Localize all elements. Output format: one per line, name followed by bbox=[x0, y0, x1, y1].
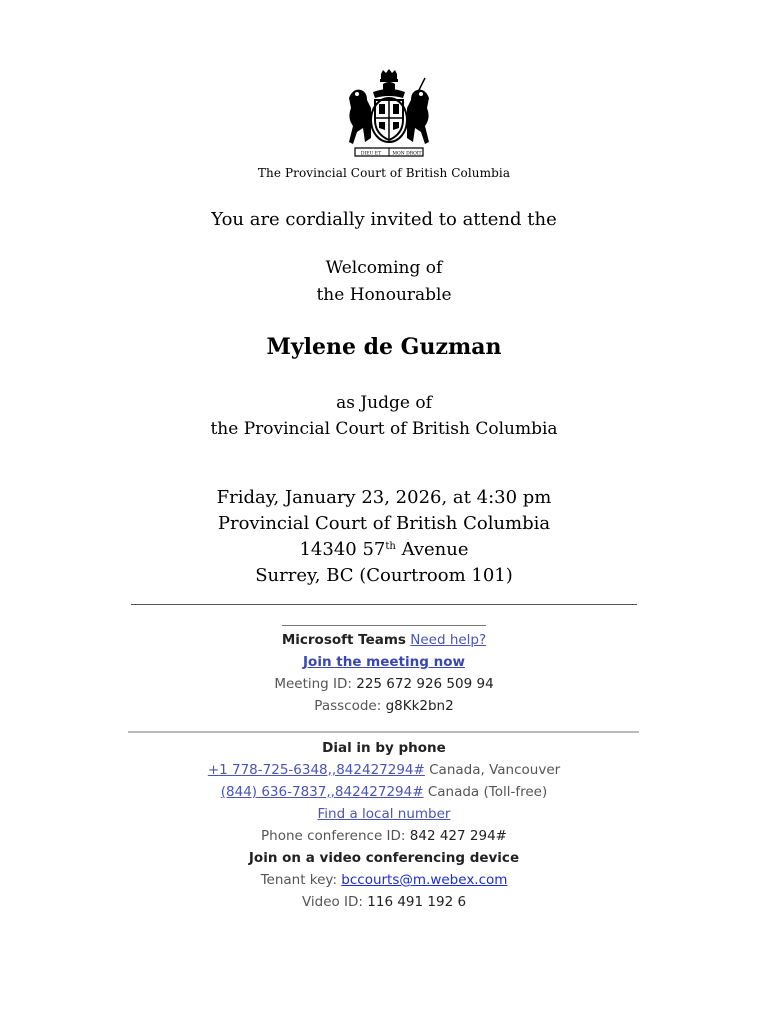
event-city-courtroom: Surrey, BC (Courtroom 101) bbox=[255, 565, 513, 586]
local-number-row bbox=[0, 806, 768, 822]
event-street-address bbox=[0, 539, 768, 560]
section-divider bbox=[131, 604, 637, 605]
phone-location-vancouver: Canada, Vancouver bbox=[424, 762, 561, 778]
invitation-line: You are cordially invited to attend the bbox=[211, 209, 557, 230]
phone-row-tollfree bbox=[0, 784, 768, 800]
video-id-value: 116 491 192 6 bbox=[367, 894, 467, 910]
street-ordinal-suffix: th bbox=[385, 541, 396, 552]
join-meeting-link[interactable]: Join the meeting now bbox=[303, 654, 465, 670]
tenant-key-label: Tenant key: bbox=[260, 872, 342, 888]
need-help-link[interactable]: Need help? bbox=[410, 632, 487, 648]
royal-coat-of-arms-icon bbox=[343, 68, 435, 160]
video-id-label: Video ID: bbox=[301, 894, 368, 910]
find-local-number-link[interactable]: Find a local number bbox=[317, 806, 451, 822]
phone-row-vancouver bbox=[0, 762, 768, 778]
event-date-time: Friday, January 23, 2026, at 4:30 pm bbox=[216, 487, 552, 508]
tenant-key-row bbox=[0, 872, 768, 888]
welcoming-line-1: Welcoming of bbox=[325, 258, 443, 278]
street-name: Avenue bbox=[395, 539, 469, 560]
conference-id-row bbox=[0, 828, 768, 844]
conference-id-value: 842 427 294# bbox=[409, 828, 507, 844]
phone-link-vancouver[interactable]: +1 778-725-6348,,842427294# bbox=[207, 762, 425, 778]
conference-id-label: Phone conference ID: bbox=[261, 828, 410, 844]
court-name: The Provincial Court of British Columbia bbox=[257, 166, 511, 180]
dial-in-heading: Dial in by phone bbox=[322, 740, 446, 756]
judge-name: Mylene de Guzman bbox=[266, 334, 502, 360]
street-number: 14340 57 bbox=[299, 539, 386, 560]
svg-text:DIEU ET: DIEU ET bbox=[360, 151, 382, 157]
phone-location-tollfree: Canada (Toll-free) bbox=[423, 784, 548, 800]
passcode-label: Passcode: bbox=[314, 698, 386, 714]
passcode-row bbox=[0, 698, 768, 714]
event-venue: Provincial Court of British Columbia bbox=[217, 513, 551, 534]
phone-link-tollfree[interactable]: (844) 636-7837,,842427294# bbox=[220, 784, 424, 800]
tenant-key-email-link[interactable]: bccourts@m.webex.com bbox=[341, 872, 508, 888]
meeting-id-row bbox=[0, 676, 768, 692]
passcode-value: g8Kk2bn2 bbox=[385, 698, 454, 714]
appointment-line-1: as Judge of bbox=[336, 393, 432, 413]
dial-in-divider bbox=[128, 731, 639, 733]
teams-label: Microsoft Teams bbox=[281, 632, 406, 648]
teams-header bbox=[0, 632, 768, 648]
teams-divider bbox=[282, 625, 486, 626]
join-meeting-row bbox=[0, 654, 768, 670]
meeting-id-value: 225 672 926 509 94 bbox=[356, 676, 494, 692]
welcoming-line-2: the Honourable bbox=[316, 285, 452, 305]
video-conferencing-heading: Join on a video conferencing device bbox=[248, 850, 520, 866]
meeting-id-label: Meeting ID: bbox=[274, 676, 357, 692]
appointment-line-2: the Provincial Court of British Columbia bbox=[210, 419, 558, 439]
svg-text:MON DROIT: MON DROIT bbox=[392, 151, 422, 157]
video-id-row bbox=[0, 894, 768, 910]
